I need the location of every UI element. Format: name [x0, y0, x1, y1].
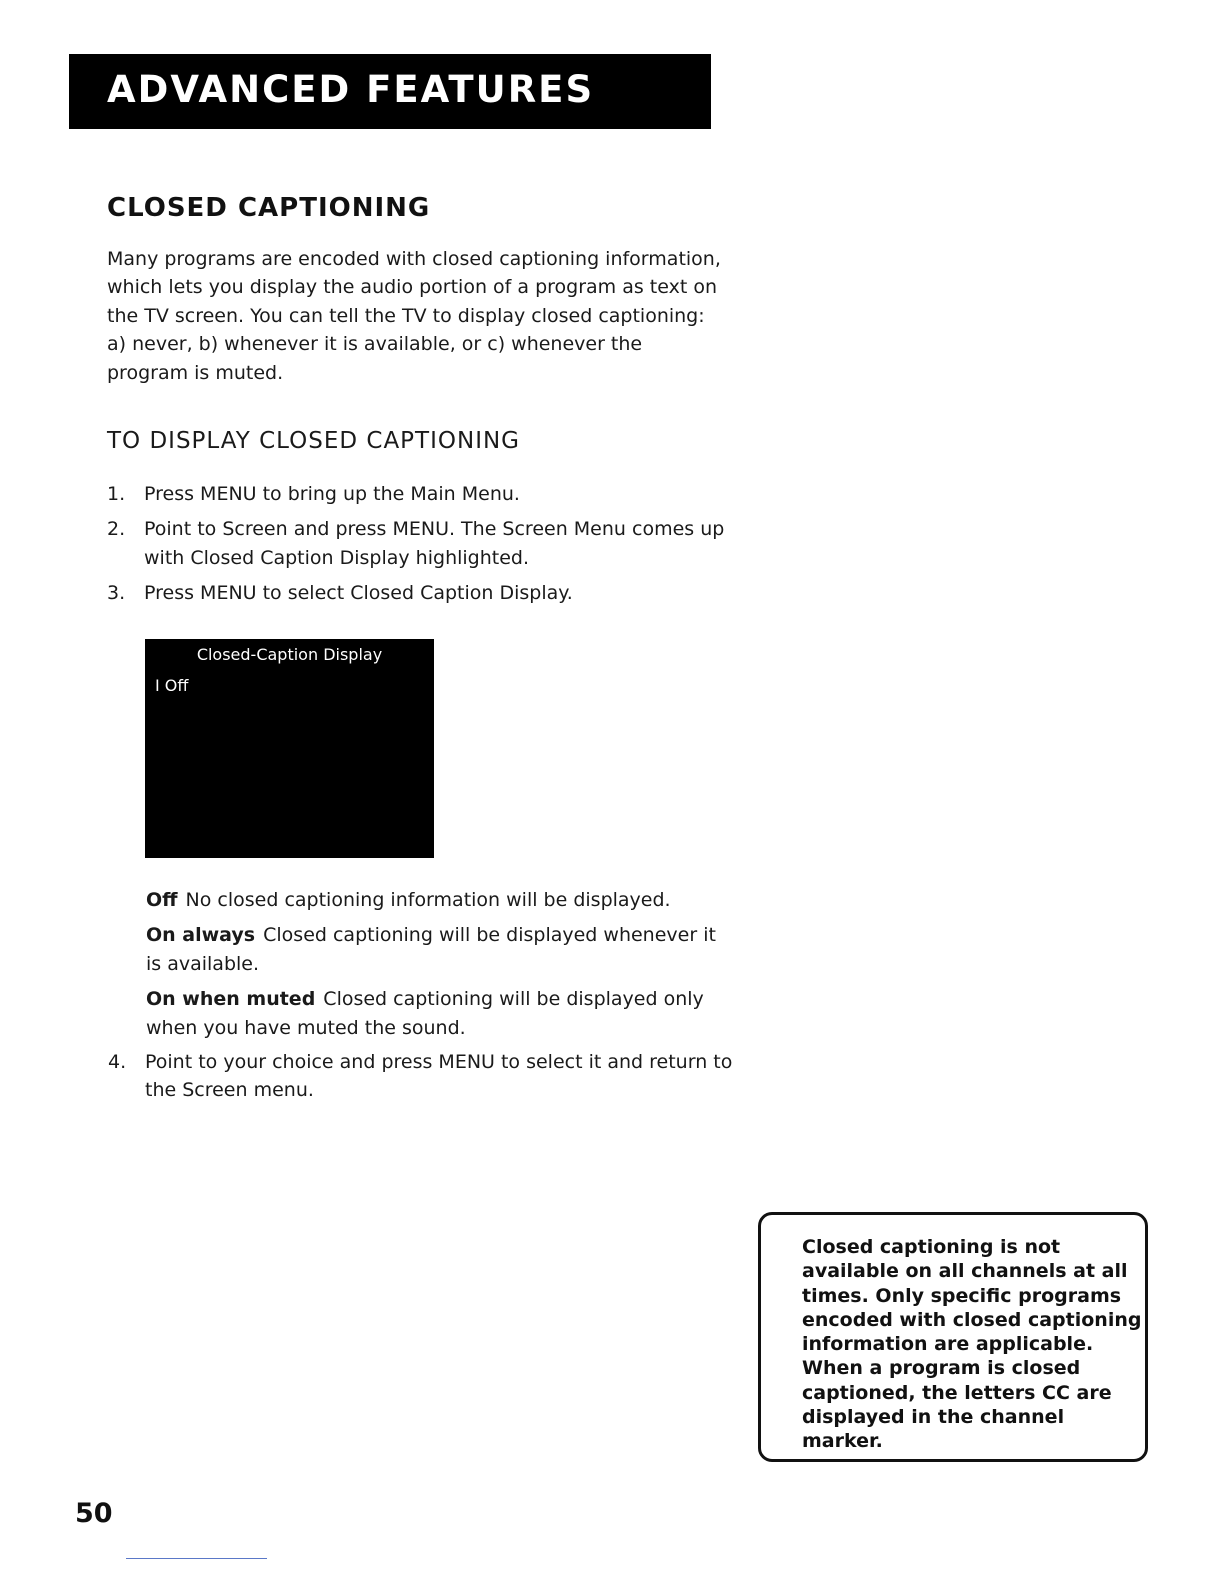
- note-text: Closed captioning is not available on all channels at all times. Only specific programs encoded with closed captioning information are applicable. When a program is closed captioned, the letters CC are displayed in the channel marker.: [802, 1236, 1142, 1453]
- step-text: Press MENU to select Closed Caption Display.: [144, 582, 573, 605]
- step-number: 1.: [107, 483, 126, 505]
- note-box: [758, 1212, 1148, 1462]
- footer-rule: [126, 1558, 267, 1559]
- step-1: [107, 480, 727, 508]
- step-text: Point to your choice and press MENU to select it and return to the Screen menu.: [145, 1051, 733, 1102]
- section-title: CLOSED CAPTIONING: [107, 193, 431, 223]
- option-term: On always: [146, 924, 256, 947]
- option-on-always: [146, 921, 726, 978]
- option-desc: Closed captioning will be displayed whenever it is available.: [146, 924, 716, 975]
- step-2: [107, 515, 727, 572]
- step-number: 3.: [107, 582, 126, 605]
- option-term: On when muted: [146, 988, 316, 1011]
- steps-list: [107, 480, 727, 615]
- page-title: ADVANCED FEATURES: [107, 68, 595, 111]
- options-list: [146, 886, 726, 1049]
- step-3: [107, 579, 727, 607]
- step-text: Point to Screen and press MENU. The Screen Menu comes up with Closed Caption Display highlighted.: [144, 518, 725, 569]
- procedure-title: TO DISPLAY CLOSED CAPTIONING: [107, 428, 521, 454]
- step-number: 4.: [108, 1051, 127, 1073]
- intro-text: Many programs are encoded with closed captioning information, which lets you display the audio portion of a program as text on the TV screen. You can tell the TV to display closed captioning: a) never, b) whenever it is available, or c) whenever the program is muted.: [107, 248, 721, 384]
- screen-menu-item-off: I Off: [155, 676, 189, 695]
- step-number: 2.: [107, 518, 126, 541]
- header-bar: [69, 54, 711, 129]
- step-4: [108, 1048, 745, 1105]
- page-number: 50: [75, 1498, 113, 1529]
- intro-paragraph: [107, 245, 727, 387]
- tv-menu-screenshot: [145, 639, 434, 858]
- option-desc: No closed captioning information will be displayed.: [185, 889, 671, 911]
- step-text: Press MENU to bring up the Main Menu.: [144, 483, 520, 505]
- screen-menu-title: Closed-Caption Display: [196, 645, 383, 664]
- option-off: [146, 886, 726, 914]
- option-desc: Closed captioning will be displayed only when you have muted the sound.: [146, 988, 704, 1039]
- option-term: Off: [146, 889, 178, 911]
- option-on-when-muted: [146, 985, 726, 1042]
